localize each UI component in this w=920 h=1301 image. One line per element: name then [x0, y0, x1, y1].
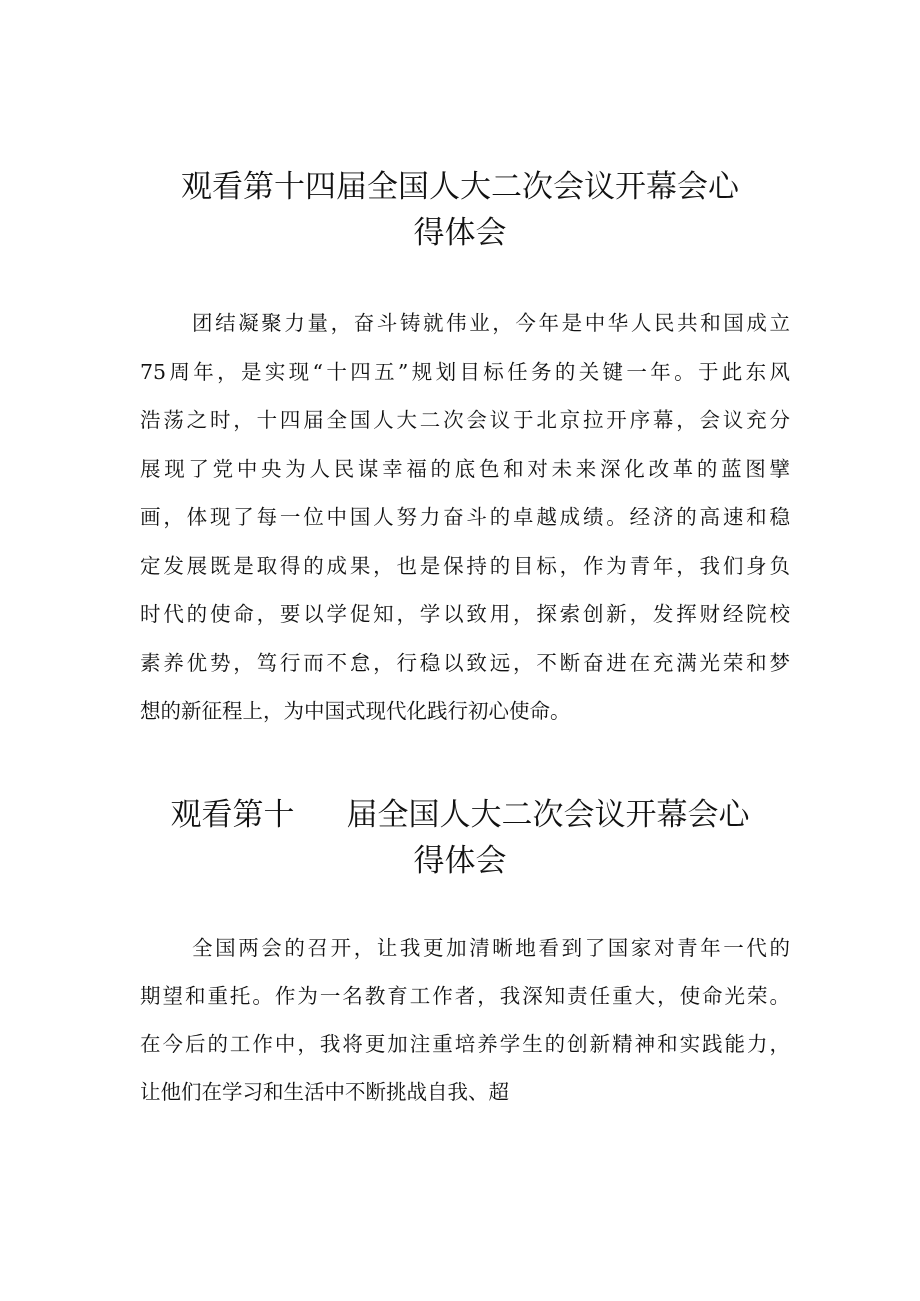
section1-title: [130, 164, 790, 256]
section2-title: [130, 792, 790, 884]
paragraph-line: 想的新征程上，为中国式现代化践行初心使命。: [140, 699, 571, 723]
paragraph-line: 期望和重托。作为一名教育工作者，我深知责任重大，使命光荣。: [140, 984, 790, 1008]
section1-paragraph: [140, 299, 790, 736]
paragraph-line: 团结凝聚力量，奋斗铸就伟业，今年是中华人民共和国成立: [192, 311, 790, 335]
paragraph-line: 素养优势，笃行而不怠，行稳以致远，不断奋进在充满光荣和梦: [140, 650, 790, 675]
paragraph-line: 时代的使命，要以学促知，学以致用，探索创新，发挥财经院校: [140, 602, 790, 626]
section1-title-line-2: 得体会: [413, 215, 507, 251]
section2-title-line-1: [130, 792, 790, 838]
section2-title-part-2: 届全国人大二次会议开幕会心: [346, 797, 750, 833]
section2-title-part-1: 观看第十: [170, 797, 295, 833]
section1-title-line-1: 观看第十四届全国人大二次会议开幕会心: [181, 169, 739, 205]
paragraph-line: 画，体现了每一位中国人努力奋斗的卓越成绩。经济的高速和稳: [140, 505, 790, 529]
paragraph-line: 浩荡之时，十四届全国人大二次会议于北京拉开序幕，会议充分: [140, 408, 790, 432]
paragraph-line: 全国两会的召开，让我更加清晰地看到了国家对青年一代的: [192, 936, 790, 960]
paragraph-line: 在今后的工作中，我将更加注重培养学生的创新精神和实践能力，: [140, 1032, 790, 1056]
paragraph-line: 展现了党中央为人民谋幸福的底色和对未来深化改革的蓝图擘: [140, 456, 790, 481]
section2-paragraph: [140, 924, 790, 1116]
section2-title-line-2: 得体会: [413, 843, 507, 879]
paragraph-line: 让他们在学习和生活中不断挑战自我、超: [140, 1080, 509, 1104]
paragraph-line: 定发展既是取得的成果，也是保持的目标，作为青年，我们身负: [140, 553, 790, 578]
paragraph-line: 75周年，是实现“十四五”规划目标任务的关键一年。于此东风: [140, 359, 790, 384]
